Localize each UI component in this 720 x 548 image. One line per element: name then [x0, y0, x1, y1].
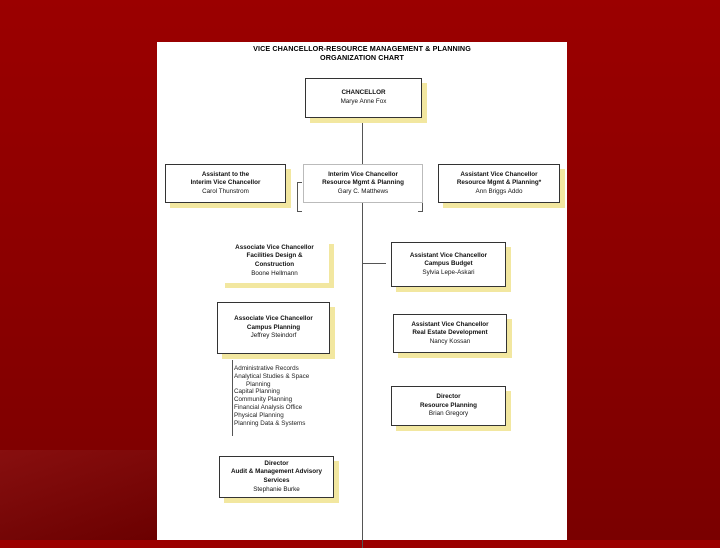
node-assoc-facilities — [220, 239, 329, 283]
node-title: Campus Planning — [246, 323, 301, 331]
node-title: Resource Mgmt & Planning* — [456, 179, 542, 187]
node-chancellor — [305, 78, 422, 118]
node-title: Interim Vice Chancellor — [190, 179, 261, 187]
list-item: Planning Data & Systems — [234, 419, 306, 427]
node-interim-vc — [303, 164, 423, 203]
left-bracket-line — [297, 182, 298, 212]
node-title: Audit & Management Advisory — [230, 468, 323, 476]
node-title: Assistant to the — [201, 170, 250, 178]
node-title: Assistant Vice Chancellor — [411, 320, 489, 328]
left-bracket-bottom — [297, 211, 302, 212]
node-title: Facilities Design & — [246, 252, 303, 260]
node-name: Sylvia Lepe-Askari — [422, 268, 475, 276]
node-name: Stephanie Burke — [253, 485, 300, 493]
node-assistant-interim — [165, 164, 286, 203]
list-item: Administrative Records — [234, 365, 299, 372]
node-title: Real Estate Development — [412, 329, 488, 337]
node-director-resource — [391, 386, 506, 426]
list-item: Physical Planning — [234, 411, 284, 419]
node-name: Carol Thunstrom — [202, 187, 249, 195]
left-bracket-top — [297, 182, 302, 183]
chart-title: VICE CHANCELLOR-RESOURCE MANAGEMENT & PLANNING — [253, 44, 471, 53]
node-title: Interim Vice Chancellor — [328, 170, 398, 178]
node-chancellor-name: Marye Anne Fox — [340, 98, 387, 105]
node-title: Assistant Vice Chancellor — [409, 251, 488, 259]
node-name: Jeffrey Steindorf — [250, 332, 297, 340]
right-bracket-bottom — [418, 211, 423, 212]
list-item: Analytical Studies & Space — [234, 372, 310, 380]
node-assistant-vc-rmp — [438, 164, 560, 203]
planning-units-line — [232, 360, 233, 436]
list-item: Planning — [246, 380, 271, 388]
org-chart-page — [157, 42, 567, 540]
node-title: Construction — [254, 261, 295, 268]
node-name: Gary C. Matthews — [337, 187, 389, 195]
node-title: Director — [264, 459, 289, 467]
node-name: Brian Gregory — [428, 410, 469, 418]
node-chancellor-title: CHANCELLOR — [341, 89, 386, 97]
node-title: Associate Vice Chancellor — [235, 243, 314, 251]
list-item: Financial Analysis Office — [234, 403, 303, 411]
node-title: Campus Budget — [424, 260, 473, 268]
node-title: Services — [263, 477, 290, 484]
node-asst-real-estate — [393, 314, 507, 353]
node-title: Director — [436, 393, 461, 401]
background-swoosh — [0, 450, 160, 540]
list-item: Capital Planning — [234, 388, 280, 396]
node-name: Ann Briggs Addo — [475, 187, 523, 195]
node-asst-budget — [391, 242, 506, 287]
planning-units-list — [234, 365, 309, 427]
node-title: Associate Vice Chancellor — [234, 315, 313, 323]
node-title: Resource Planning — [419, 401, 478, 409]
node-assoc-planning — [217, 302, 330, 354]
chart-subtitle: ORGANIZATION CHART — [320, 53, 404, 62]
connector-budget — [362, 263, 386, 264]
node-director-audit — [219, 456, 334, 498]
node-title: Resource Mgmt & Planning — [322, 179, 404, 187]
node-name: Boone Hellmann — [251, 269, 298, 277]
node-name: Nancy Kossan — [429, 337, 471, 345]
node-title: Assistant Vice Chancellor — [460, 170, 538, 178]
list-item: Community Planning — [234, 396, 293, 404]
